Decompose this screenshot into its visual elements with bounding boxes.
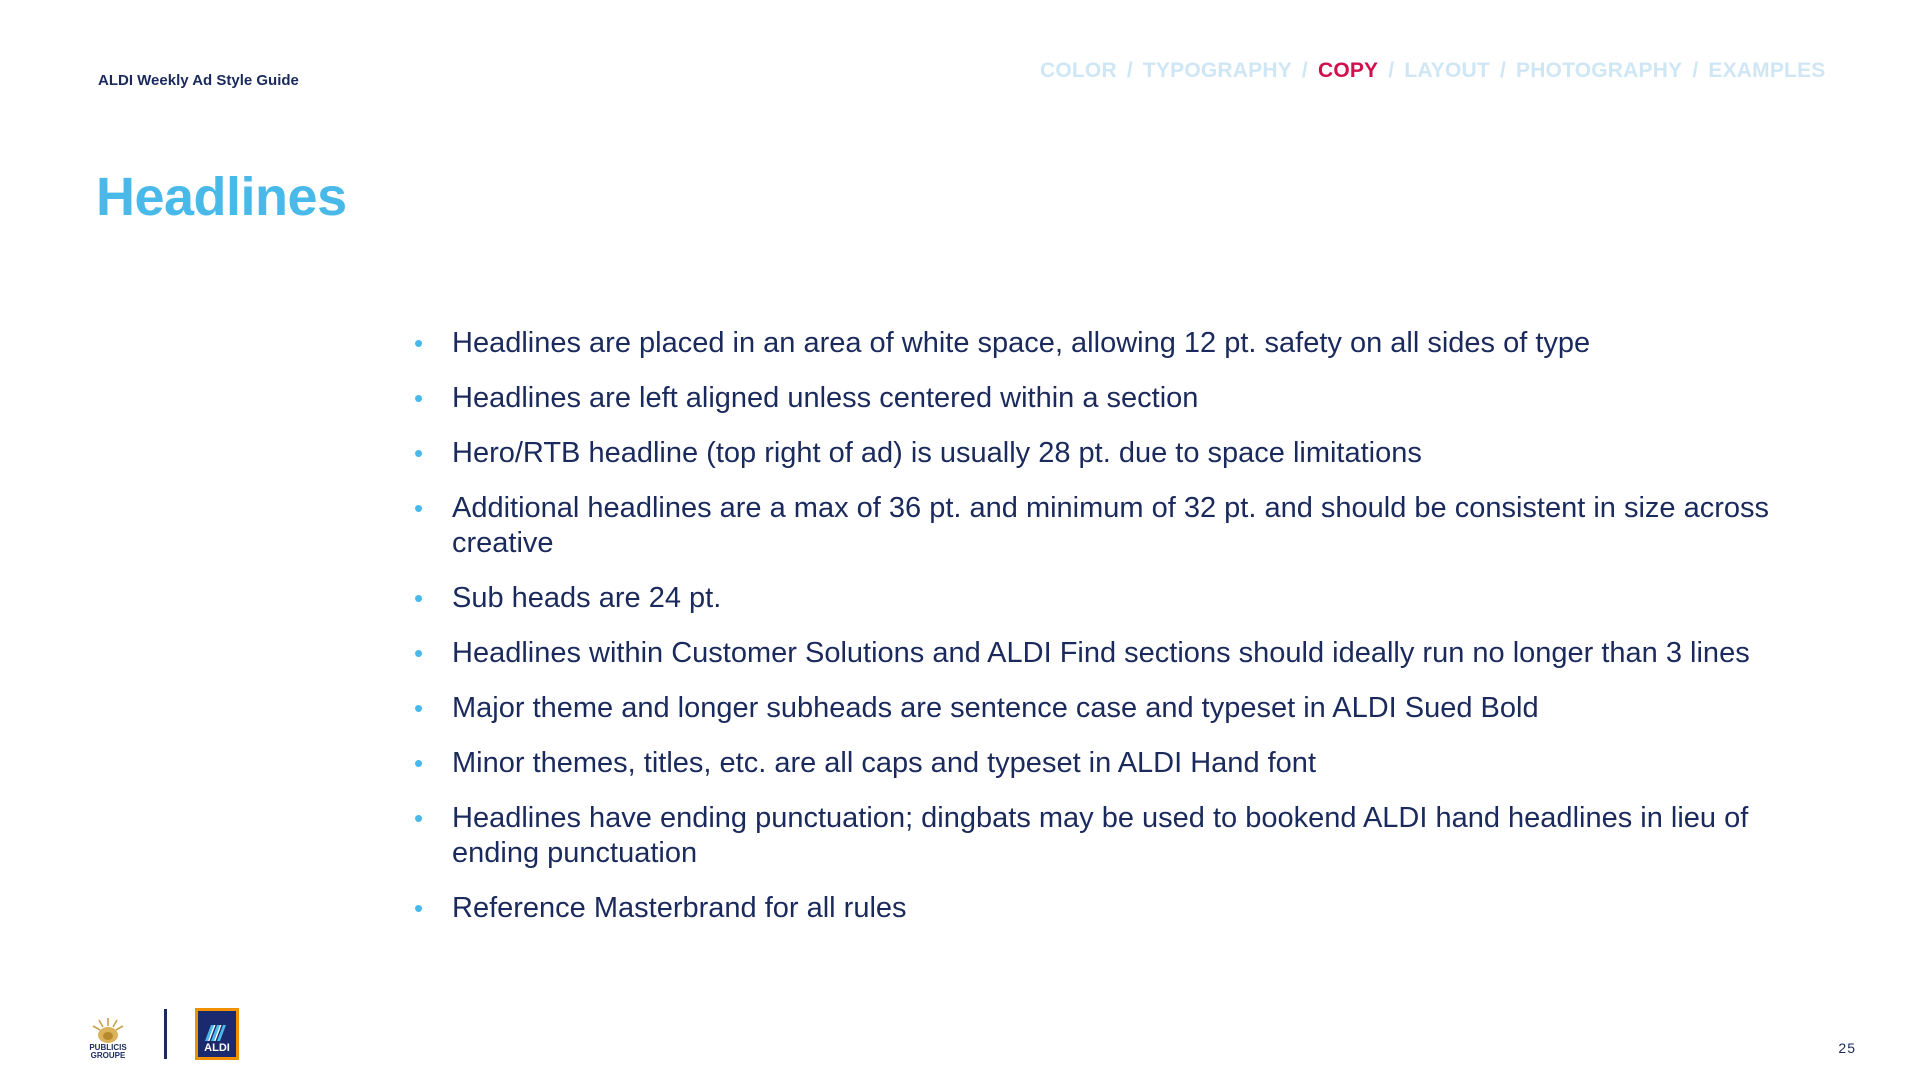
list-item	[410, 636, 1830, 671]
list-item	[410, 691, 1830, 726]
aldi-logo-inner	[198, 1011, 236, 1057]
nav-separator: /	[1126, 59, 1133, 82]
list-item-text: Sub heads are 24 pt.	[452, 582, 722, 614]
logo-divider	[164, 1009, 167, 1059]
bullet-icon: •	[414, 748, 424, 778]
nav-item-typography[interactable]: TYPOGRAPHY	[1142, 59, 1292, 82]
list-item-text: Additional headlines are a max of 36 pt. and minimum of 32 pt. and should be consistent in size across creative	[452, 492, 1770, 559]
list-item	[410, 581, 1830, 616]
page-number: 25	[1838, 1040, 1856, 1056]
list-item-text: Minor themes, titles, etc. are all caps and typeset in ALDI Hand font	[452, 747, 1316, 779]
document-title: ALDI Weekly Ad Style Guide	[98, 72, 299, 89]
aldi-logo	[195, 1008, 239, 1060]
list-item	[410, 491, 1830, 561]
bullet-icon: •	[414, 493, 424, 523]
bullet-icon: •	[414, 638, 424, 668]
bullet-icon: •	[414, 383, 424, 413]
footer-logos	[82, 1006, 239, 1062]
list-item	[410, 381, 1830, 416]
publicis-logo-text: PUBLICIS GROUPE	[89, 1043, 127, 1060]
nav-item-color[interactable]: COLOR	[1040, 59, 1117, 82]
list-item	[410, 326, 1830, 361]
nav-separator: /	[1388, 59, 1395, 82]
publicis-groupe-logo	[82, 1008, 134, 1060]
list-item	[410, 746, 1830, 781]
section-nav	[1040, 59, 1826, 83]
list-item	[410, 436, 1830, 471]
list-item-text: Headlines within Customer Solutions and ALDI Find sections should ideally run no longer than 3 lines	[452, 637, 1750, 669]
list-item-text: Reference Masterbrand for all rules	[452, 892, 907, 924]
list-item-text: Hero/RTB headline (top right of ad) is usually 28 pt. due to space limitations	[452, 437, 1422, 469]
list-item	[410, 891, 1830, 926]
nav-item-copy[interactable]: COPY	[1317, 59, 1379, 82]
nav-separator: /	[1301, 59, 1308, 82]
publicis-lion-icon	[88, 1016, 128, 1044]
nav-separator: /	[1499, 59, 1506, 82]
aldi-stripes-icon	[203, 1023, 231, 1043]
bullet-icon: •	[414, 693, 424, 723]
bullet-icon: •	[414, 893, 424, 923]
page-title: Headlines	[96, 167, 347, 227]
list-item	[410, 801, 1830, 871]
nav-item-layout[interactable]: LAYOUT	[1404, 59, 1490, 82]
headline-rules-list	[410, 326, 1830, 946]
aldi-logo-text: ALDI	[204, 1042, 230, 1054]
bullet-icon: •	[414, 328, 424, 358]
bullet-icon: •	[414, 438, 424, 468]
list-item-text: Headlines are left aligned unless centered within a section	[452, 382, 1199, 414]
bullet-icon: •	[414, 583, 424, 613]
nav-item-examples[interactable]: EXAMPLES	[1708, 59, 1826, 82]
bullet-icon: •	[414, 803, 424, 833]
nav-item-photography[interactable]: PHOTOGRAPHY	[1515, 59, 1683, 82]
list-item-text: Headlines are placed in an area of white space, allowing 12 pt. safety on all sides of type	[452, 327, 1591, 359]
list-item-text: Major theme and longer subheads are sentence case and typeset in ALDI Sued Bold	[452, 692, 1539, 724]
nav-separator: /	[1692, 59, 1699, 82]
list-item-text: Headlines have ending punctuation; dingbats may be used to bookend ALDI hand headlines in lieu of ending punctuation	[452, 802, 1749, 869]
